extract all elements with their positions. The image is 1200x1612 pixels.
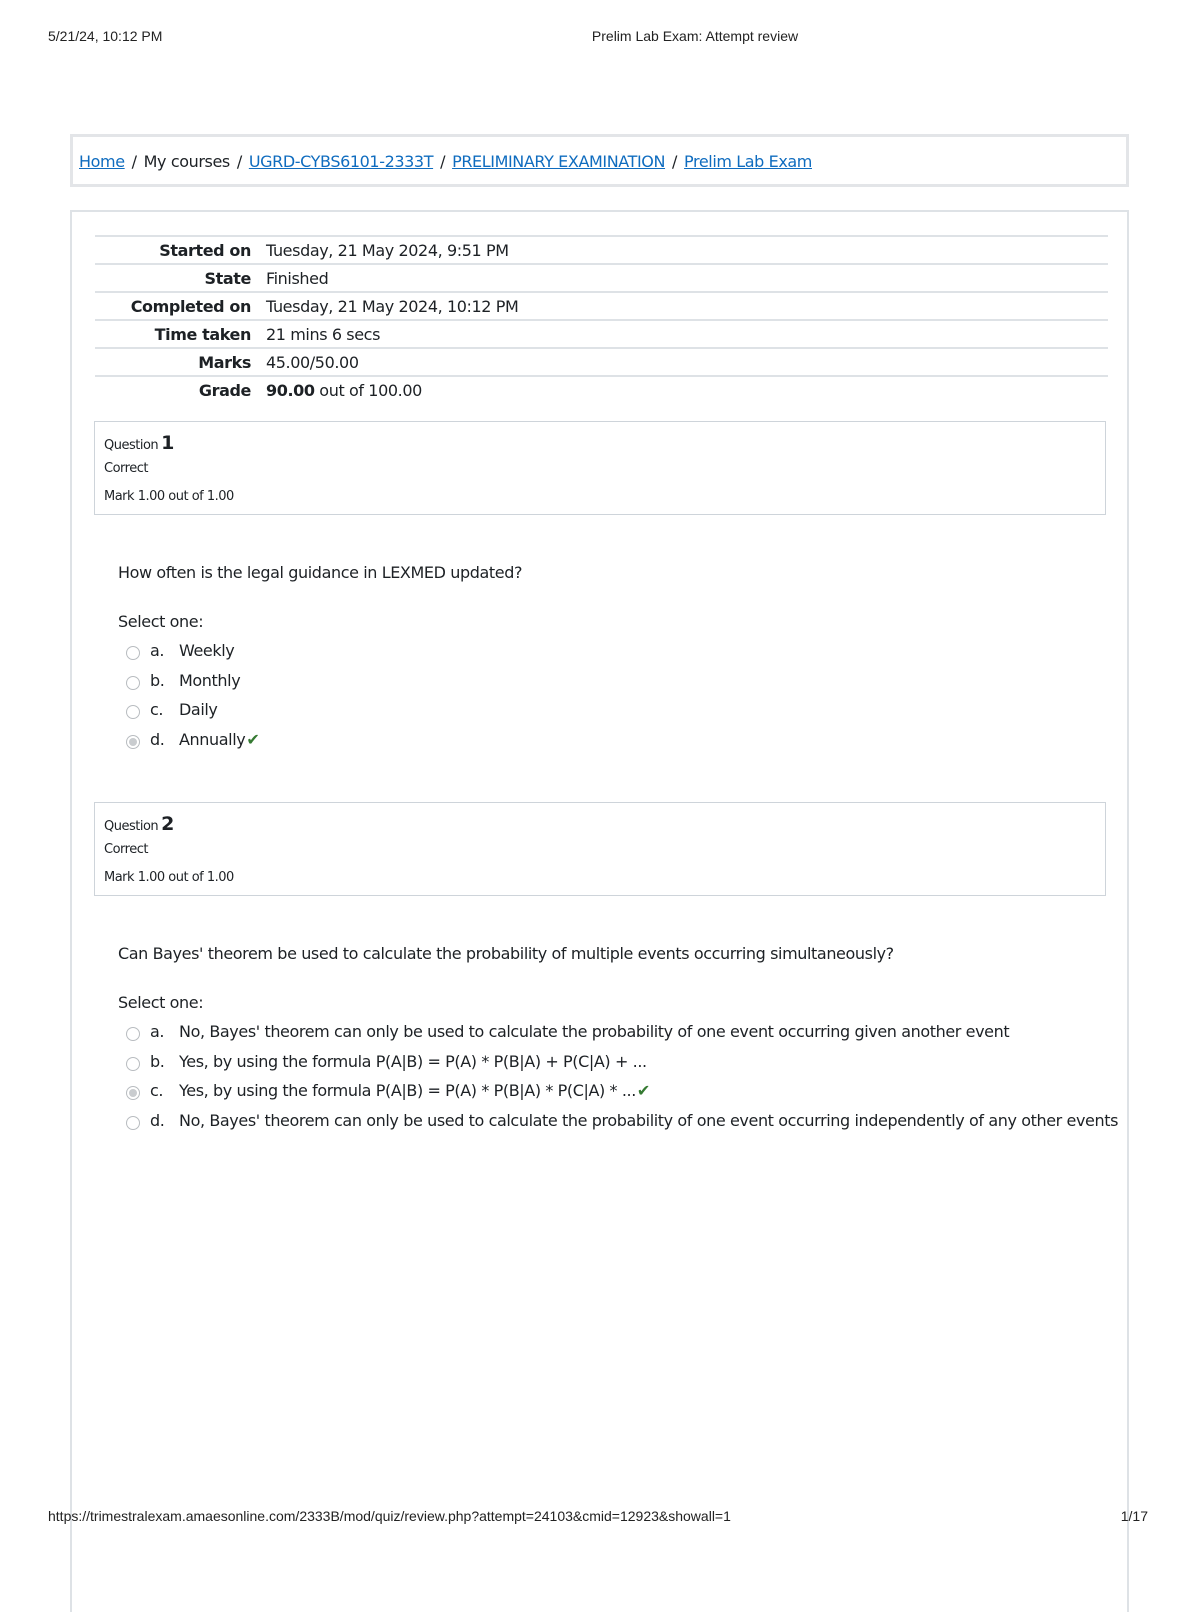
question-info-2 — [94, 802, 1106, 896]
question-grade: Mark 1.00 out of 1.00 — [104, 489, 234, 504]
option-letter: d. — [150, 1110, 165, 1130]
question-grade: Mark 1.00 out of 1.00 — [104, 870, 234, 885]
question-num: 2 — [161, 813, 174, 835]
option-letter: a. — [150, 1022, 165, 1041]
question-text: Can Bayes' theorem be used to calculate the probability of multiple events occurring simultaneously? — [118, 944, 894, 963]
breadcrumb-separator: / — [672, 152, 678, 171]
option-text: Monthly — [179, 670, 241, 690]
radio-button[interactable] — [126, 1116, 140, 1130]
option-text — [179, 1081, 650, 1100]
question-text: How often is the legal guidance in LEXMED updated? — [118, 563, 523, 582]
summary-value: Finished — [266, 269, 329, 288]
radio-button-selected[interactable] — [126, 735, 140, 749]
breadcrumb-container — [70, 134, 1129, 187]
summary-value: Tuesday, 21 May 2024, 10:12 PM — [266, 297, 519, 316]
print-page-number: 1/17 — [1120, 1508, 1148, 1524]
option-text: Yes, by using the formula P(A|B) = P(A) * P(B|A) + P(C|A) + ... — [179, 1051, 647, 1071]
breadcrumb-section-link[interactable]: PRELIMINARY EXAMINATION — [452, 152, 666, 171]
option-letter: a. — [150, 641, 165, 660]
summary-label: Marks — [198, 353, 251, 372]
breadcrumb-quiz-link[interactable]: Prelim Lab Exam — [684, 152, 812, 171]
radio-button[interactable] — [126, 646, 140, 660]
option-letter: d. — [150, 729, 165, 749]
breadcrumb-home-link[interactable]: Home — [79, 152, 125, 171]
select-one-prompt: Select one: — [118, 993, 204, 1012]
answer-option[interactable] — [126, 1110, 1119, 1141]
breadcrumb — [79, 152, 812, 171]
question-state: Correct — [104, 842, 148, 857]
answer-option[interactable] — [126, 1022, 1106, 1052]
radio-button[interactable] — [126, 1027, 140, 1041]
question-number — [104, 432, 174, 454]
breadcrumb-separator: / — [440, 152, 446, 171]
summary-value: 45.00/50.00 — [266, 353, 359, 372]
print-url: https://trimestralexam.amaesonline.com/2333B/mod/quiz/review.php?attempt=24103&cmid=12923&showall=1 — [48, 1508, 731, 1524]
option-label: Annually — [179, 729, 246, 749]
option-text: Weekly — [179, 641, 235, 660]
option-letter: c. — [150, 700, 164, 719]
answer-option[interactable] — [126, 1052, 1106, 1082]
question-prefix: Question — [104, 438, 159, 453]
summary-row-completed — [95, 291, 1108, 319]
select-one-prompt: Select one: — [118, 612, 204, 631]
summary-row-grade — [95, 375, 1108, 407]
question-num: 1 — [161, 432, 174, 454]
answer-option[interactable] — [126, 641, 1106, 671]
answer-option-selected[interactable] — [126, 1081, 1106, 1111]
question-number — [104, 813, 174, 835]
option-label: Yes, by using the formula P(A|B) = P(A) * P(B|A) * P(C|A) * ... — [179, 1081, 636, 1100]
option-letter: b. — [150, 1051, 165, 1071]
check-icon: ✔ — [636, 1081, 650, 1100]
answer-option-selected[interactable] — [126, 730, 1106, 760]
option-text: No, Bayes' theorem can only be used to calculate the probability of one event occurring independently of any other events — [179, 1110, 1119, 1130]
answer-option[interactable] — [126, 671, 1106, 701]
print-header — [0, 28, 1200, 48]
option-text: Daily — [179, 700, 218, 719]
question-info-1 — [94, 421, 1106, 515]
breadcrumb-my-courses: My courses — [143, 152, 230, 171]
print-footer — [0, 1508, 1200, 1528]
grade-suffix: out of 100.00 — [314, 381, 422, 400]
question-state: Correct — [104, 461, 148, 476]
breadcrumb-separator: / — [236, 152, 242, 171]
summary-row-time-taken — [95, 319, 1108, 347]
summary-label: Grade — [198, 381, 251, 400]
breadcrumb-course-link[interactable]: UGRD-CYBS6101-2333T — [248, 152, 434, 171]
radio-button[interactable] — [126, 705, 140, 719]
answer-option[interactable] — [126, 700, 1106, 730]
breadcrumb-separator: / — [131, 152, 137, 171]
question-prefix: Question — [104, 819, 159, 834]
option-letter: c. — [150, 1081, 164, 1100]
summary-label: Started on — [159, 241, 251, 260]
grade-value: 90.00 — [266, 381, 315, 400]
summary-label: Completed on — [130, 297, 251, 316]
summary-value: Tuesday, 21 May 2024, 9:51 PM — [266, 241, 509, 260]
answer-options — [126, 1022, 1119, 1140]
print-date: 5/21/24, 10:12 PM — [48, 28, 163, 44]
summary-row-marks — [95, 347, 1108, 375]
summary-row-state — [95, 263, 1108, 291]
summary-label: State — [204, 269, 251, 288]
print-title: Prelim Lab Exam: Attempt review — [591, 28, 799, 44]
option-text: No, Bayes' theorem can only be used to calculate the probability of one event occurring given another event — [179, 1022, 1010, 1041]
summary-value — [266, 381, 422, 400]
radio-button[interactable] — [126, 676, 140, 690]
option-letter: b. — [150, 670, 165, 690]
attempt-review-region — [70, 210, 1129, 1612]
answer-options — [126, 641, 1106, 759]
radio-button-selected[interactable] — [126, 1086, 140, 1100]
summary-row-started — [95, 235, 1108, 263]
radio-button[interactable] — [126, 1057, 140, 1071]
attempt-summary-table — [95, 235, 1108, 407]
summary-value: 21 mins 6 secs — [266, 325, 381, 344]
option-text — [179, 730, 259, 749]
check-icon: ✔ — [246, 729, 260, 749]
summary-label: Time taken — [154, 325, 251, 344]
